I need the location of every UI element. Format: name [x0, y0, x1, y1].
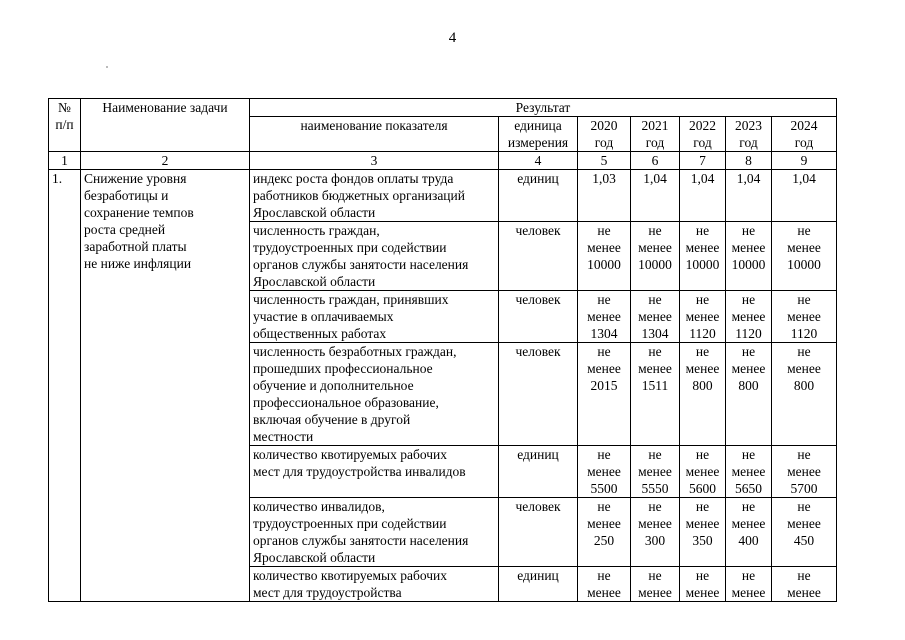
- task-name: Снижение уровня безработицы и сохранение темпов роста средней заработной платы не ниже инфляции: [81, 170, 250, 602]
- indicator-name: количество квотируемых рабочих мест для трудоустройства: [250, 567, 499, 602]
- year-value: не менее 10000: [772, 222, 837, 291]
- year-value: не менее 450: [772, 498, 837, 567]
- indicator-name: численность граждан, трудоустроенных при содействии органов службы занятости населения Ярославской области: [250, 222, 499, 291]
- column-number: 1: [49, 152, 81, 170]
- year-value: не менее: [578, 567, 631, 602]
- column-number: 2: [81, 152, 250, 170]
- column-number: 8: [726, 152, 772, 170]
- year-value: не менее: [631, 567, 680, 602]
- column-number: 9: [772, 152, 837, 170]
- unit-of-measure: человек: [499, 222, 578, 291]
- year-value: не менее: [726, 567, 772, 602]
- header-task-name: Наименование задачи: [81, 99, 250, 152]
- year-value: не менее 1511: [631, 343, 680, 446]
- indicator-name: индекс роста фондов оплаты труда работников бюджетных организаций Ярославской области: [250, 170, 499, 222]
- header-year: 2021 год: [631, 117, 680, 152]
- year-value: не менее 5550: [631, 446, 680, 498]
- unit-of-measure: человек: [499, 498, 578, 567]
- page-number: 4: [448, 30, 457, 46]
- year-value: не менее: [680, 567, 726, 602]
- year-value: не менее 1304: [578, 291, 631, 343]
- table-header: [49, 99, 837, 170]
- year-value: не менее 10000: [578, 222, 631, 291]
- column-number: 4: [499, 152, 578, 170]
- column-numbers-row: [49, 152, 837, 170]
- year-value: не менее 350: [680, 498, 726, 567]
- column-number: 6: [631, 152, 680, 170]
- year-value: не менее 1304: [631, 291, 680, 343]
- header-year: 2024 год: [772, 117, 837, 152]
- column-number: 3: [250, 152, 499, 170]
- unit-of-measure: человек: [499, 343, 578, 446]
- year-value: 1,04: [680, 170, 726, 222]
- header-num: № п/п: [49, 99, 81, 152]
- year-value: не менее 400: [726, 498, 772, 567]
- year-value: не менее 5600: [680, 446, 726, 498]
- header-year: 2022 год: [680, 117, 726, 152]
- year-value: не менее 5650: [726, 446, 772, 498]
- year-value: не менее 250: [578, 498, 631, 567]
- unit-of-measure: единиц: [499, 170, 578, 222]
- header-year: 2020 год: [578, 117, 631, 152]
- scan-speck: [106, 66, 108, 68]
- year-value: не менее 10000: [631, 222, 680, 291]
- year-value: 1,04: [772, 170, 837, 222]
- year-value: не менее 5700: [772, 446, 837, 498]
- table-row: [49, 170, 837, 222]
- table-body: [49, 170, 837, 602]
- unit-of-measure: человек: [499, 291, 578, 343]
- results-table: [48, 98, 837, 602]
- year-value: не менее 1120: [726, 291, 772, 343]
- year-value: 1,03: [578, 170, 631, 222]
- unit-of-measure: единиц: [499, 567, 578, 602]
- year-value: 1,04: [631, 170, 680, 222]
- year-value: не менее 800: [680, 343, 726, 446]
- indicator-name: количество квотируемых рабочих мест для трудоустройства инвалидов: [250, 446, 499, 498]
- header-unit: единица измерения: [499, 117, 578, 152]
- indicator-name: численность граждан, принявших участие в оплачиваемых общественных работах: [250, 291, 499, 343]
- year-value: не менее 300: [631, 498, 680, 567]
- task-number: 1.: [49, 170, 81, 602]
- header-indicator: наименование показателя: [250, 117, 499, 152]
- year-value: не менее 1120: [680, 291, 726, 343]
- indicator-name: количество инвалидов, трудоустроенных при содействии органов службы занятости населения Ярославской области: [250, 498, 499, 567]
- year-value: не менее 800: [772, 343, 837, 446]
- indicator-name: численность безработных граждан, прошедших профессиональное обучение и дополнительное профессиональное образование, включая обучение в другой местности: [250, 343, 499, 446]
- year-value: не менее 2015: [578, 343, 631, 446]
- header-result: Результат: [250, 99, 837, 117]
- column-number: 5: [578, 152, 631, 170]
- year-value: не менее 1120: [772, 291, 837, 343]
- year-value: не менее: [772, 567, 837, 602]
- unit-of-measure: единиц: [499, 446, 578, 498]
- year-value: не менее 10000: [726, 222, 772, 291]
- year-value: 1,04: [726, 170, 772, 222]
- year-value: не менее 800: [726, 343, 772, 446]
- header-year: 2023 год: [726, 117, 772, 152]
- column-number: 7: [680, 152, 726, 170]
- year-value: не менее 10000: [680, 222, 726, 291]
- year-value: не менее 5500: [578, 446, 631, 498]
